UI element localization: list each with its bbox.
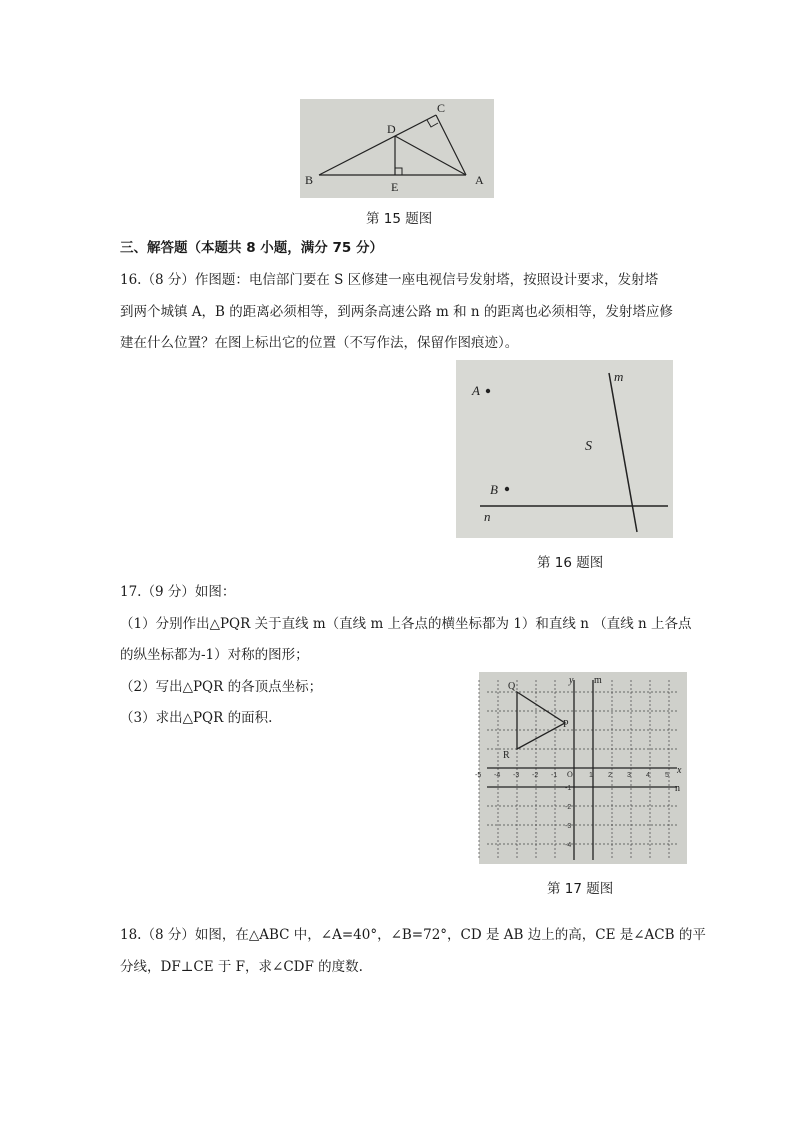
x-tick-label: -4 — [494, 772, 501, 779]
x-tick-label: 1 — [589, 772, 593, 779]
q17-line-5: （3）求出△PQR 的面积. — [120, 710, 273, 726]
label-x17: x — [677, 765, 682, 776]
label-p17: P — [563, 719, 569, 730]
y-tick-label: -4 — [565, 842, 572, 849]
x-tick-label: -1 — [551, 772, 558, 779]
label-c: C — [437, 101, 446, 115]
figure-17-drawing — [475, 672, 687, 864]
label-n17: n — [675, 783, 680, 794]
x-tick-label: 5 — [665, 772, 669, 779]
figure-16-caption: 第 16 题图 — [537, 555, 604, 571]
label-r17: R — [503, 750, 510, 761]
y-tick-label: -1 — [565, 785, 572, 792]
q16-line-3: 建在什么位置？在图上标出它的位置（不写作法，保留作图痕迹）。 — [120, 335, 519, 351]
label-n16: n — [484, 509, 491, 524]
label-e: E — [391, 180, 399, 194]
label-b16: B — [490, 482, 498, 497]
x-tick-label: 3 — [627, 772, 631, 779]
q17-line-2: （1）分别作出△PQR 关于直线 m（直线 m 上各点的横坐标都为 1）和直线 n （直线 n 上各点 — [120, 616, 692, 632]
label-m17: m — [594, 675, 602, 686]
section-title: 三、解答题（本题共 8 小题，满分 75 分） — [120, 240, 383, 256]
x-tick-label: 2 — [608, 772, 612, 779]
label-y17: y — [569, 675, 574, 686]
q17-line-3: 的纵坐标都为-1）对称的图形； — [120, 647, 309, 663]
q17-line-1: 17.（9 分）如图： — [120, 584, 236, 600]
label-b: B — [305, 173, 314, 187]
y-tick-label: -2 — [565, 804, 572, 811]
x-tick-label: -2 — [532, 772, 539, 779]
figure-16-drawing — [456, 360, 673, 538]
figure-15 — [300, 99, 494, 198]
label-m16: m — [614, 369, 624, 384]
x-tick-label: -5 — [475, 772, 482, 779]
figure-17-caption: 第 17 题图 — [547, 881, 614, 897]
q17-line-4: （2）写出△PQR 的各顶点坐标； — [120, 679, 323, 695]
figure-16 — [456, 360, 673, 538]
figure-15-drawing — [300, 99, 494, 198]
x-tick-label: -3 — [513, 772, 520, 779]
q16-line-1: 16.（8 分）作图题：电信部门要在 S 区修建一座电视信号发射塔，按照设计要求，发射塔 — [120, 272, 659, 288]
y-tick-label: -3 — [565, 823, 572, 830]
figure-15-caption: 第 15 题图 — [366, 211, 433, 227]
x-tick-label: 4 — [646, 772, 650, 779]
label-o17: O — [567, 770, 573, 779]
q18-line-1: 18.（8 分）如图，在△ABC 中，∠A=40°，∠B=72°，CD 是 AB 边上的高，CE 是∠ACB 的平 — [120, 927, 706, 943]
label-q17: Q — [508, 681, 516, 692]
figure-17 — [475, 672, 687, 864]
q18-line-2: 分线，DF⊥CE 于 F，求∠CDF 的度数. — [120, 959, 363, 975]
q16-line-2: 到两个城镇 A，B 的距离必须相等，到两条高速公路 m 和 n 的距离也必须相等，发射塔应修 — [120, 304, 673, 320]
label-d: D — [387, 122, 396, 136]
label-s16: S — [585, 439, 592, 454]
label-a16: A — [472, 383, 480, 398]
label-a: A — [475, 173, 484, 187]
